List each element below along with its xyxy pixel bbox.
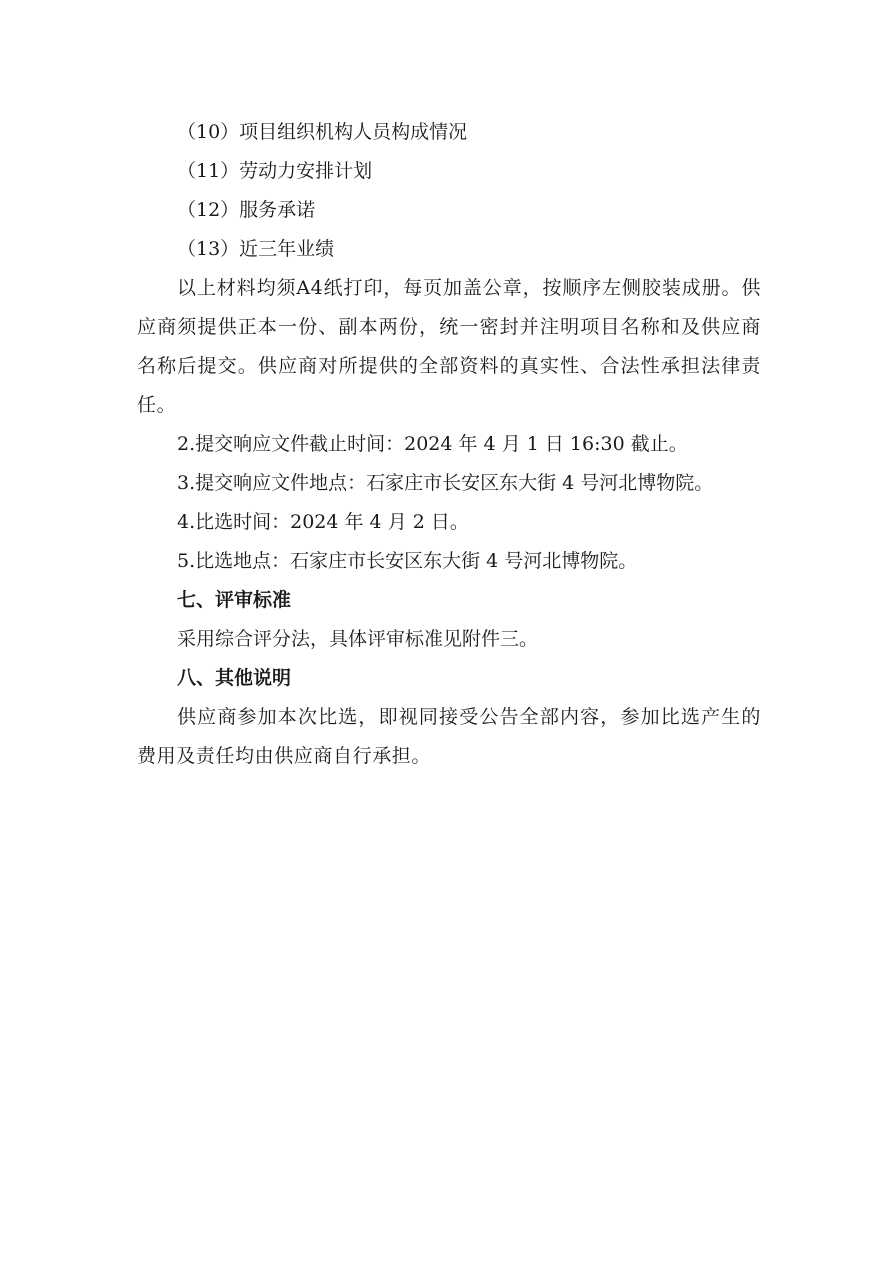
section-heading-other: 八、其他说明 bbox=[177, 667, 292, 689]
section-heading-evaluation: 七、评审标准 bbox=[177, 589, 292, 611]
list-item-12: （12）服务承诺 bbox=[177, 199, 316, 221]
evaluation-body: 采用综合评分法，具体评审标准见附件三。 bbox=[177, 628, 539, 650]
list-item-11: （11）劳动力安排计划 bbox=[177, 160, 373, 182]
deadline-item: 2.提交响应文件截止时间：2024 年 4 月 1 日 16:30 截止。 bbox=[177, 433, 688, 455]
materials-paragraph: 以上材料均须A4纸打印，每页加盖公章，按顺序左侧胶装成册。供应商须提供正本一份、副本两份，统一密封并注明项目名称和及供应商名称后提交。供应商对所提供的全部资料的真实性、合法性承担法律责任。 bbox=[137, 277, 761, 416]
document-body bbox=[137, 113, 761, 776]
selection-time-item: 4.比选时间：2024 年 4 月 2 日。 bbox=[177, 511, 469, 533]
submission-location-item: 3.提交响应文件地点：石家庄市长安区东大街 4 号河北博物院。 bbox=[177, 472, 714, 494]
selection-location-item: 5.比选地点：石家庄市长安区东大街 4 号河北博物院。 bbox=[177, 550, 638, 572]
list-item-13: （13）近三年业绩 bbox=[177, 238, 335, 260]
list-item-10: （10）项目组织机构人员构成情况 bbox=[177, 121, 468, 143]
other-notes-paragraph: 供应商参加本次比选，即视同接受公告全部内容，参加比选产生的费用及责任均由供应商自行承担。 bbox=[137, 706, 761, 767]
